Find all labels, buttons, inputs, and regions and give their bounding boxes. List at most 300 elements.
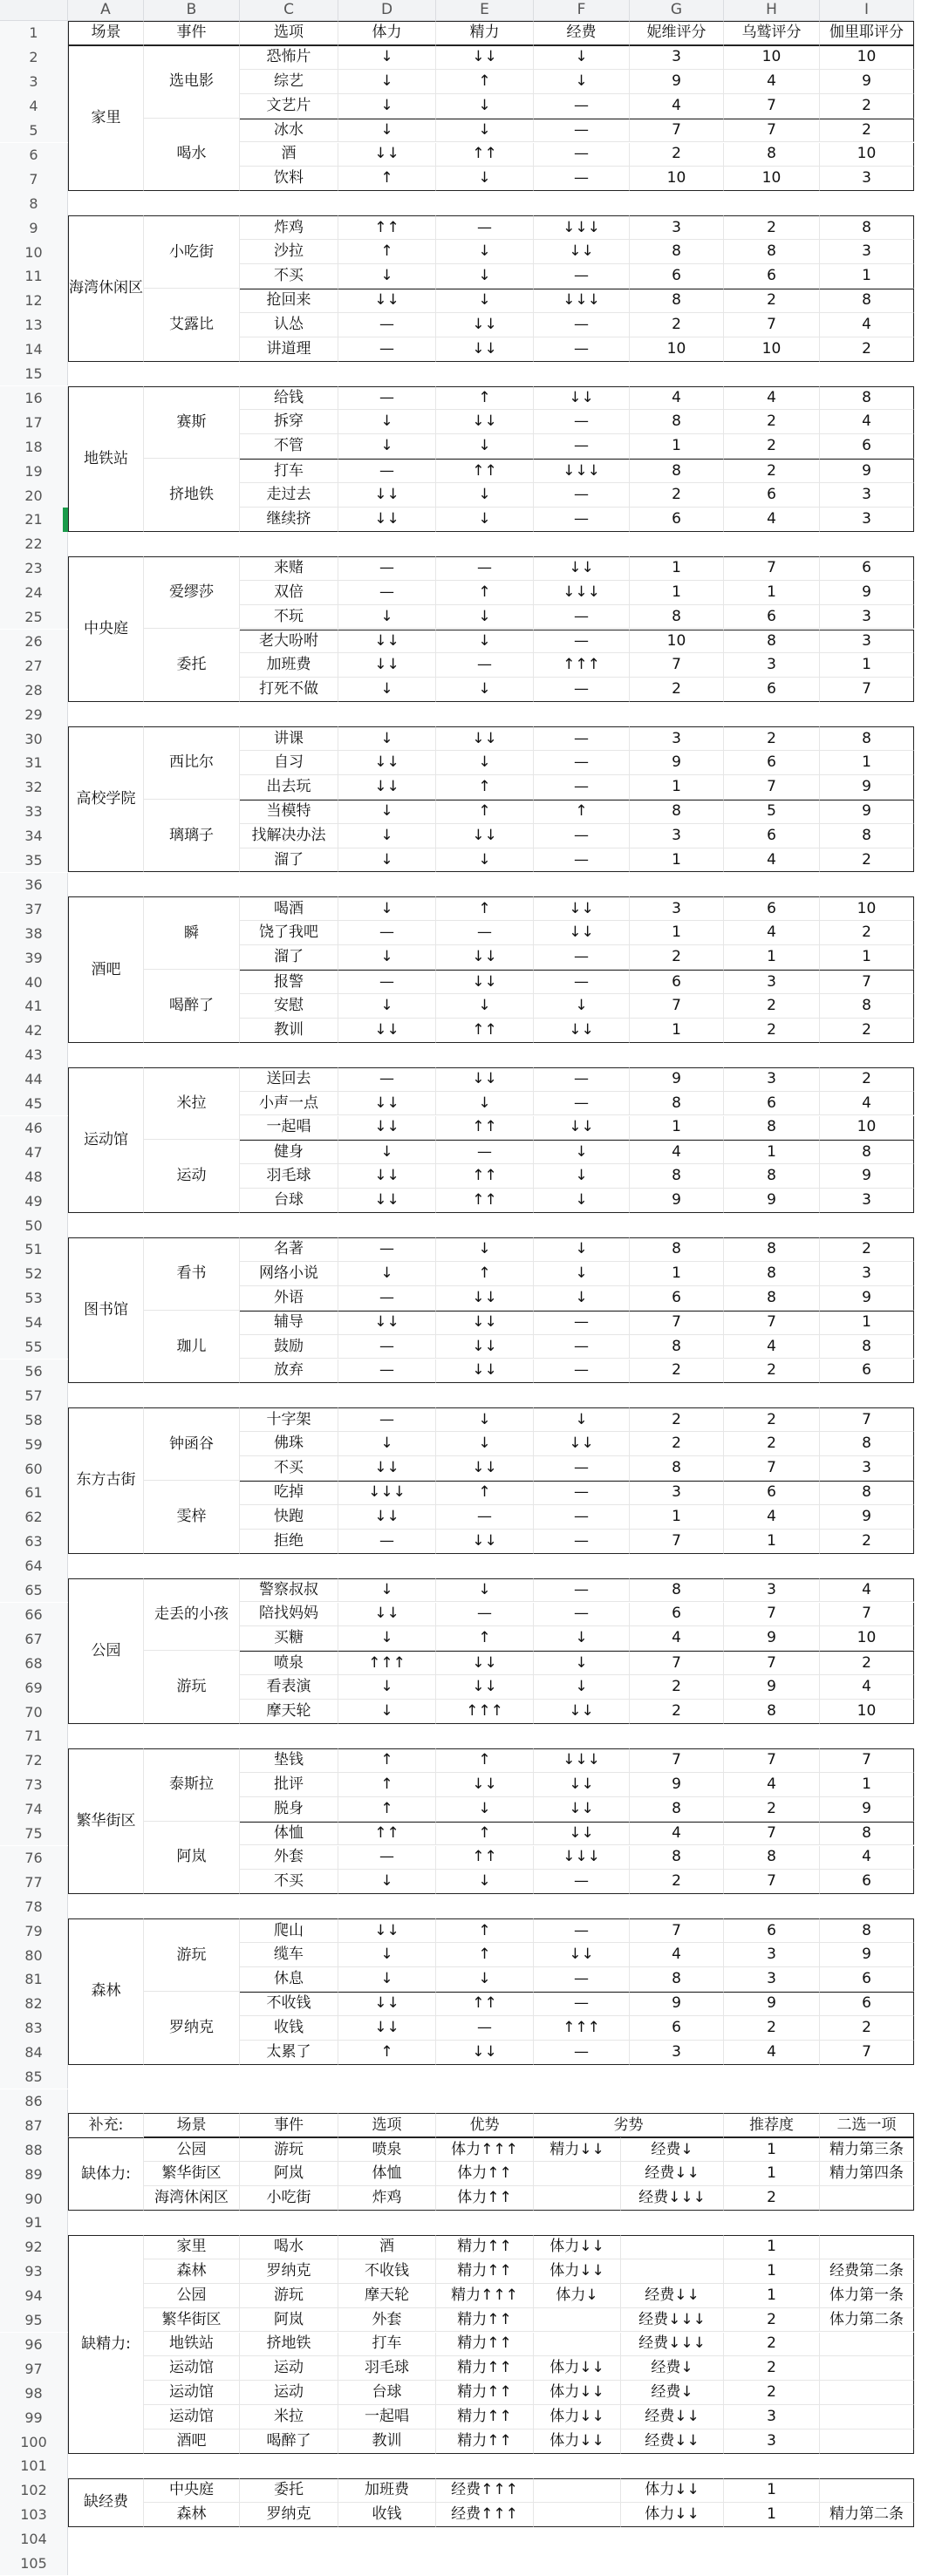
stamina-cell[interactable]: ↑↑ (338, 215, 436, 240)
row-number[interactable]: 66 (0, 1603, 68, 1627)
energy-cell[interactable]: ↓ (436, 264, 534, 289)
row-number[interactable]: 3 (0, 70, 68, 94)
funds-cell[interactable]: — (534, 313, 630, 337)
funds-cell[interactable]: — (534, 1456, 630, 1481)
galiye-score-cell[interactable]: 9 (820, 775, 914, 800)
supplement-header-cell[interactable]: 二选一项 (820, 2113, 914, 2137)
stamina-cell[interactable]: ↓↓ (338, 1189, 436, 1213)
stamina-cell[interactable]: ↑ (338, 2041, 436, 2065)
niwei-score-cell[interactable]: 8 (630, 1092, 724, 1116)
supp-disadvantage-1[interactable] (534, 2186, 621, 2211)
funds-cell[interactable]: — (534, 1603, 630, 1627)
funds-cell[interactable]: — (534, 1992, 630, 2016)
wujiu-score-cell[interactable]: 2 (724, 1797, 820, 1822)
supp-choice[interactable] (820, 2405, 914, 2429)
row-number[interactable]: 14 (0, 337, 68, 362)
wujiu-score-cell[interactable]: 4 (724, 1773, 820, 1797)
niwei-score-cell[interactable]: 7 (630, 119, 724, 143)
row-number[interactable]: 28 (0, 678, 68, 702)
scene-cell[interactable]: 地铁站 (68, 386, 144, 532)
energy-cell[interactable]: ↓↓ (436, 337, 534, 362)
row-number[interactable]: 85 (0, 2065, 68, 2089)
stamina-cell[interactable]: ↓↓↓ (338, 1481, 436, 1505)
wujiu-score-cell[interactable]: 3 (724, 1578, 820, 1603)
supp-advantage[interactable]: 精力↑↑ (436, 2308, 534, 2333)
option-cell[interactable]: 炸鸡 (240, 215, 338, 240)
energy-cell[interactable]: ↓ (436, 119, 534, 143)
option-cell[interactable]: 台球 (240, 1189, 338, 1213)
niwei-score-cell[interactable]: 10 (630, 167, 724, 191)
niwei-score-cell[interactable]: 3 (630, 726, 724, 751)
energy-cell[interactable]: ↓↓ (436, 1335, 534, 1360)
galiye-score-cell[interactable]: 2 (820, 119, 914, 143)
energy-cell[interactable]: ↓↓ (436, 824, 534, 848)
wujiu-score-cell[interactable]: 8 (724, 1116, 820, 1141)
funds-cell[interactable]: ↓ (534, 1189, 630, 1213)
galiye-score-cell[interactable]: 6 (820, 434, 914, 459)
galiye-score-cell[interactable]: 7 (820, 1407, 914, 1432)
galiye-score-cell[interactable]: 2 (820, 1530, 914, 1554)
row-number[interactable]: 44 (0, 1067, 68, 1092)
row-number[interactable]: 46 (0, 1116, 68, 1141)
supp-recommend[interactable]: 1 (724, 2503, 820, 2527)
stamina-cell[interactable]: ↓↓ (338, 1918, 436, 1943)
energy-cell[interactable]: ↑↑ (436, 1164, 534, 1189)
option-cell[interactable]: 佛珠 (240, 1432, 338, 1456)
option-cell[interactable]: 老大吩咐 (240, 630, 338, 654)
galiye-score-cell[interactable]: 8 (820, 1481, 914, 1505)
column-header-C[interactable]: C (240, 0, 338, 21)
supp-disadvantage-2[interactable]: 经费↓↓ (621, 2429, 724, 2454)
galiye-score-cell[interactable]: 4 (820, 410, 914, 434)
funds-cell[interactable]: — (534, 143, 630, 167)
supp-choice[interactable] (820, 2235, 914, 2259)
galiye-score-cell[interactable]: 4 (820, 1578, 914, 1603)
supp-event[interactable]: 喝醉了 (240, 2429, 338, 2454)
wujiu-score-cell[interactable]: 3 (724, 1067, 820, 1092)
event-cell[interactable]: 艾露比 (144, 289, 240, 362)
row-number[interactable]: 98 (0, 2381, 68, 2405)
stamina-cell[interactable]: ↓↓ (338, 630, 436, 654)
niwei-score-cell[interactable]: 2 (630, 143, 724, 167)
row-number[interactable]: 55 (0, 1335, 68, 1360)
row-number[interactable]: 83 (0, 2016, 68, 2041)
stamina-cell[interactable]: ↓ (338, 434, 436, 459)
row-number[interactable]: 61 (0, 1481, 68, 1505)
stamina-cell[interactable]: — (338, 337, 436, 362)
energy-cell[interactable]: ↓ (436, 751, 534, 775)
niwei-score-cell[interactable]: 7 (630, 1651, 724, 1675)
funds-cell[interactable]: — (534, 94, 630, 119)
energy-cell[interactable]: ↓ (436, 630, 534, 654)
stamina-cell[interactable]: ↓↓ (338, 751, 436, 775)
funds-cell[interactable]: — (534, 1870, 630, 1894)
row-number[interactable]: 69 (0, 1675, 68, 1700)
option-cell[interactable]: 十字架 (240, 1407, 338, 1432)
row-number[interactable]: 31 (0, 751, 68, 775)
supp-event[interactable]: 阿岚 (240, 2308, 338, 2333)
energy-cell[interactable]: ↑ (436, 1822, 534, 1846)
energy-cell[interactable]: ↓↓ (436, 1067, 534, 1092)
option-cell[interactable]: 给钱 (240, 386, 338, 411)
funds-cell[interactable]: ↓↓↓ (534, 581, 630, 605)
wujiu-score-cell[interactable]: 6 (724, 264, 820, 289)
select-all-corner[interactable] (0, 0, 68, 21)
supp-disadvantage-2[interactable]: 经费↓↓↓ (621, 2333, 724, 2357)
funds-cell[interactable]: ↓↓↓ (534, 1748, 630, 1773)
row-number[interactable]: 9 (0, 215, 68, 240)
stamina-cell[interactable]: ↓↓ (338, 1456, 436, 1481)
energy-cell[interactable]: ↓ (436, 289, 534, 313)
option-cell[interactable]: 不收钱 (240, 1992, 338, 2016)
energy-cell[interactable]: ↓ (436, 1237, 534, 1262)
supp-disadvantage-1[interactable]: 体力↓↓ (534, 2381, 621, 2405)
funds-cell[interactable]: — (534, 605, 630, 630)
energy-cell[interactable]: ↓ (436, 848, 534, 873)
funds-cell[interactable]: ↓↓ (534, 1432, 630, 1456)
wujiu-score-cell[interactable]: 8 (724, 1237, 820, 1262)
wujiu-score-cell[interactable]: 6 (724, 751, 820, 775)
row-number[interactable]: 35 (0, 848, 68, 873)
supp-event[interactable]: 委托 (240, 2478, 338, 2503)
wujiu-score-cell[interactable]: 6 (724, 1918, 820, 1943)
stamina-cell[interactable]: ↑↑↑ (338, 1651, 436, 1675)
supp-disadvantage-1[interactable]: 体力↓↓ (534, 2405, 621, 2429)
funds-cell[interactable]: — (534, 1360, 630, 1384)
supp-choice[interactable] (820, 2478, 914, 2503)
funds-cell[interactable]: ↓↓↓ (534, 289, 630, 313)
funds-cell[interactable]: — (534, 167, 630, 191)
funds-cell[interactable]: ↓ (534, 994, 630, 1019)
funds-cell[interactable]: — (534, 1335, 630, 1360)
option-cell[interactable]: 批评 (240, 1773, 338, 1797)
option-cell[interactable]: 沙拉 (240, 240, 338, 264)
supp-advantage[interactable]: 精力↑↑ (436, 2259, 534, 2284)
energy-cell[interactable]: ↓ (436, 1578, 534, 1603)
supp-choice[interactable] (820, 2333, 914, 2357)
supp-advantage[interactable]: 经费↑↑↑ (436, 2478, 534, 2503)
funds-cell[interactable]: — (534, 775, 630, 800)
supp-scene[interactable]: 繁华街区 (144, 2308, 240, 2333)
supp-option[interactable]: 酒 (338, 2235, 436, 2259)
supp-disadvantage-2[interactable]: 经费↓ (621, 2356, 724, 2381)
option-cell[interactable]: 认怂 (240, 313, 338, 337)
stamina-cell[interactable]: ↓ (338, 94, 436, 119)
niwei-score-cell[interactable]: 8 (630, 240, 724, 264)
row-number[interactable]: 70 (0, 1700, 68, 1724)
event-cell[interactable]: 走丢的小孩 (144, 1578, 240, 1652)
scene-cell[interactable]: 公园 (68, 1578, 144, 1724)
option-cell[interactable]: 溜了 (240, 848, 338, 873)
supp-event[interactable]: 挤地铁 (240, 2333, 338, 2357)
stamina-cell[interactable]: ↓ (338, 848, 436, 873)
supp-choice[interactable]: 精力第三条 (820, 2137, 914, 2162)
supp-disadvantage-2[interactable] (621, 2235, 724, 2259)
energy-cell[interactable]: — (436, 215, 534, 240)
wujiu-score-cell[interactable]: 4 (724, 70, 820, 94)
supp-recommend[interactable]: 3 (724, 2405, 820, 2429)
row-number[interactable]: 7 (0, 167, 68, 191)
row-number[interactable]: 71 (0, 1724, 68, 1748)
galiye-score-cell[interactable]: 6 (820, 1870, 914, 1894)
funds-cell[interactable]: — (534, 434, 630, 459)
galiye-score-cell[interactable]: 8 (820, 386, 914, 411)
row-number[interactable]: 94 (0, 2284, 68, 2308)
supplement-header-cell[interactable]: 劣势 (534, 2113, 724, 2137)
supplement-header-cell[interactable]: 推荐度 (724, 2113, 820, 2137)
funds-cell[interactable]: — (534, 945, 630, 970)
option-cell[interactable]: 来赌 (240, 556, 338, 581)
niwei-score-cell[interactable]: 1 (630, 1116, 724, 1141)
supp-scene[interactable]: 地铁站 (144, 2333, 240, 2357)
galiye-score-cell[interactable]: 9 (820, 1943, 914, 1967)
stamina-cell[interactable]: ↓ (338, 1432, 436, 1456)
row-number[interactable]: 13 (0, 313, 68, 337)
stamina-cell[interactable]: ↓↓ (338, 1092, 436, 1116)
row-number[interactable]: 8 (0, 191, 68, 215)
row-number[interactable]: 16 (0, 386, 68, 411)
wujiu-score-cell[interactable]: 7 (724, 1748, 820, 1773)
supp-disadvantage-1[interactable]: 体力↓ (534, 2284, 621, 2308)
niwei-score-cell[interactable]: 1 (630, 775, 724, 800)
stamina-cell[interactable]: — (338, 1286, 436, 1311)
supp-recommend[interactable]: 1 (724, 2235, 820, 2259)
galiye-score-cell[interactable]: 3 (820, 240, 914, 264)
galiye-score-cell[interactable]: 3 (820, 483, 914, 508)
niwei-score-cell[interactable]: 6 (630, 264, 724, 289)
wujiu-score-cell[interactable]: 7 (724, 94, 820, 119)
supp-disadvantage-2[interactable]: 经费↓↓ (621, 2405, 724, 2429)
option-cell[interactable]: 恐怖片 (240, 45, 338, 70)
scene-cell[interactable]: 中央庭 (68, 556, 144, 702)
supp-recommend[interactable]: 2 (724, 2333, 820, 2357)
option-cell[interactable]: 陪找妈妈 (240, 1603, 338, 1627)
stamina-cell[interactable]: ↑↑ (338, 1822, 436, 1846)
row-number[interactable]: 74 (0, 1797, 68, 1822)
stamina-cell[interactable]: ↓ (338, 1262, 436, 1286)
row-number[interactable]: 86 (0, 2089, 68, 2114)
supp-disadvantage-1[interactable] (534, 2308, 621, 2333)
stamina-cell[interactable]: ↓↓ (338, 143, 436, 167)
funds-cell[interactable]: — (534, 824, 630, 848)
supp-choice[interactable] (820, 2186, 914, 2211)
niwei-score-cell[interactable]: 7 (630, 1918, 724, 1943)
event-cell[interactable]: 罗纳克 (144, 1992, 240, 2065)
column-header-F[interactable]: F (534, 0, 630, 21)
galiye-score-cell[interactable]: 7 (820, 970, 914, 994)
supp-disadvantage-1[interactable] (534, 2162, 621, 2186)
option-cell[interactable]: 快跑 (240, 1505, 338, 1530)
supplement-header-cell[interactable]: 场景 (144, 2113, 240, 2137)
galiye-score-cell[interactable]: 6 (820, 1992, 914, 2016)
wujiu-score-cell[interactable]: 3 (724, 653, 820, 678)
funds-cell[interactable]: — (534, 1481, 630, 1505)
supp-option[interactable]: 打车 (338, 2333, 436, 2357)
supp-disadvantage-2[interactable]: 体力↓↓ (621, 2503, 724, 2527)
wujiu-score-cell[interactable]: 2 (724, 459, 820, 483)
table-header-cell[interactable]: 经费 (534, 21, 630, 45)
supp-recommend[interactable]: 2 (724, 2381, 820, 2405)
stamina-cell[interactable]: ↓ (338, 45, 436, 70)
scene-cell[interactable]: 繁华街区 (68, 1748, 144, 1894)
row-number[interactable]: 87 (0, 2113, 68, 2137)
column-header-E[interactable]: E (436, 0, 534, 21)
stamina-cell[interactable]: ↓ (338, 896, 436, 921)
funds-cell[interactable]: ↓ (534, 1262, 630, 1286)
galiye-score-cell[interactable]: 1 (820, 1773, 914, 1797)
supp-choice[interactable]: 体力第一条 (820, 2284, 914, 2308)
option-cell[interactable]: 拆穿 (240, 410, 338, 434)
funds-cell[interactable]: ↓↓ (534, 1797, 630, 1822)
stamina-cell[interactable]: ↓ (338, 1578, 436, 1603)
galiye-score-cell[interactable]: 10 (820, 1116, 914, 1141)
option-cell[interactable]: 拒绝 (240, 1530, 338, 1554)
row-number[interactable]: 96 (0, 2333, 68, 2357)
event-cell[interactable]: 阿岚 (144, 1822, 240, 1895)
stamina-cell[interactable]: ↓↓ (338, 1116, 436, 1141)
option-cell[interactable]: 讲课 (240, 726, 338, 751)
energy-cell[interactable]: — (436, 1140, 534, 1164)
supp-advantage[interactable]: 精力↑↑ (436, 2381, 534, 2405)
row-number[interactable]: 67 (0, 1626, 68, 1651)
stamina-cell[interactable]: ↓↓ (338, 289, 436, 313)
niwei-score-cell[interactable]: 1 (630, 434, 724, 459)
funds-cell[interactable]: ↓↓↓ (534, 215, 630, 240)
wujiu-score-cell[interactable]: 8 (724, 143, 820, 167)
galiye-score-cell[interactable]: 6 (820, 1967, 914, 1992)
niwei-score-cell[interactable]: 7 (630, 1530, 724, 1554)
galiye-score-cell[interactable]: 8 (820, 215, 914, 240)
option-cell[interactable]: 双倍 (240, 581, 338, 605)
wujiu-score-cell[interactable]: 4 (724, 1505, 820, 1530)
stamina-cell[interactable]: — (338, 970, 436, 994)
energy-cell[interactable]: — (436, 2016, 534, 2041)
niwei-score-cell[interactable]: 3 (630, 2041, 724, 2065)
niwei-score-cell[interactable]: 8 (630, 459, 724, 483)
niwei-score-cell[interactable]: 4 (630, 386, 724, 411)
wujiu-score-cell[interactable]: 8 (724, 630, 820, 654)
stamina-cell[interactable]: ↓ (338, 824, 436, 848)
energy-cell[interactable]: — (436, 556, 534, 581)
niwei-score-cell[interactable]: 1 (630, 848, 724, 873)
row-number[interactable]: 88 (0, 2137, 68, 2162)
niwei-score-cell[interactable]: 8 (630, 605, 724, 630)
row-number[interactable]: 72 (0, 1748, 68, 1773)
supp-advantage[interactable]: 体力↑↑↑ (436, 2137, 534, 2162)
event-cell[interactable]: 游玩 (144, 1918, 240, 1992)
galiye-score-cell[interactable]: 3 (820, 1189, 914, 1213)
niwei-score-cell[interactable]: 8 (630, 1846, 724, 1871)
row-number[interactable]: 101 (0, 2454, 68, 2478)
energy-cell[interactable]: — (436, 653, 534, 678)
niwei-score-cell[interactable]: 9 (630, 1067, 724, 1092)
supp-disadvantage-2[interactable]: 经费↓ (621, 2381, 724, 2405)
option-cell[interactable]: 小声一点 (240, 1092, 338, 1116)
energy-cell[interactable]: ↓↓ (436, 45, 534, 70)
supp-event[interactable]: 阿岚 (240, 2162, 338, 2186)
row-number[interactable]: 95 (0, 2308, 68, 2333)
stamina-cell[interactable]: — (338, 1360, 436, 1384)
niwei-score-cell[interactable]: 6 (630, 1286, 724, 1311)
energy-cell[interactable]: ↑↑ (436, 1992, 534, 2016)
niwei-score-cell[interactable]: 6 (630, 508, 724, 532)
wujiu-score-cell[interactable]: 7 (724, 1870, 820, 1894)
wujiu-score-cell[interactable]: 9 (724, 1626, 820, 1651)
galiye-score-cell[interactable]: 8 (820, 1140, 914, 1164)
niwei-score-cell[interactable]: 2 (630, 1432, 724, 1456)
supp-option[interactable]: 羽毛球 (338, 2356, 436, 2381)
stamina-cell[interactable]: ↓ (338, 1967, 436, 1992)
stamina-cell[interactable]: ↓ (338, 994, 436, 1019)
stamina-cell[interactable]: ↑ (338, 240, 436, 264)
supplement-group-cell[interactable]: 缺经费 (68, 2478, 144, 2527)
option-cell[interactable]: 讲道理 (240, 337, 338, 362)
row-number[interactable]: 27 (0, 653, 68, 678)
niwei-score-cell[interactable]: 8 (630, 1237, 724, 1262)
niwei-score-cell[interactable]: 1 (630, 1019, 724, 1043)
wujiu-score-cell[interactable]: 6 (724, 1481, 820, 1505)
wujiu-score-cell[interactable]: 4 (724, 1335, 820, 1360)
energy-cell[interactable]: ↑↑ (436, 1189, 534, 1213)
stamina-cell[interactable]: — (338, 1407, 436, 1432)
funds-cell[interactable]: — (534, 264, 630, 289)
row-number[interactable]: 75 (0, 1822, 68, 1846)
funds-cell[interactable]: ↓↓ (534, 1019, 630, 1043)
option-cell[interactable]: 吃掉 (240, 1481, 338, 1505)
supp-advantage[interactable]: 精力↑↑ (436, 2235, 534, 2259)
stamina-cell[interactable]: — (338, 1530, 436, 1554)
galiye-score-cell[interactable]: 4 (820, 313, 914, 337)
galiye-score-cell[interactable]: 1 (820, 751, 914, 775)
wujiu-score-cell[interactable]: 4 (724, 921, 820, 945)
niwei-score-cell[interactable]: 3 (630, 1481, 724, 1505)
stamina-cell[interactable]: ↓ (338, 1870, 436, 1894)
supp-choice[interactable]: 体力第二条 (820, 2308, 914, 2333)
event-cell[interactable]: 选电影 (144, 45, 240, 119)
stamina-cell[interactable]: ↓ (338, 1140, 436, 1164)
supp-event[interactable]: 运动 (240, 2381, 338, 2405)
funds-cell[interactable]: ↓ (534, 1140, 630, 1164)
galiye-score-cell[interactable]: 2 (820, 94, 914, 119)
galiye-score-cell[interactable]: 1 (820, 264, 914, 289)
wujiu-score-cell[interactable]: 7 (724, 1456, 820, 1481)
option-cell[interactable]: 名著 (240, 1237, 338, 1262)
energy-cell[interactable]: ↑ (436, 386, 534, 411)
stamina-cell[interactable]: ↓ (338, 726, 436, 751)
row-number[interactable]: 19 (0, 459, 68, 483)
niwei-score-cell[interactable]: 2 (630, 1407, 724, 1432)
row-number[interactable]: 10 (0, 240, 68, 264)
galiye-score-cell[interactable]: 8 (820, 1822, 914, 1846)
funds-cell[interactable]: ↓↓ (534, 1116, 630, 1141)
galiye-score-cell[interactable]: 8 (820, 726, 914, 751)
supp-event[interactable]: 米拉 (240, 2405, 338, 2429)
stamina-cell[interactable]: ↓↓ (338, 2016, 436, 2041)
event-cell[interactable]: 游玩 (144, 1651, 240, 1724)
energy-cell[interactable]: ↑ (436, 1262, 534, 1286)
galiye-score-cell[interactable]: 8 (820, 289, 914, 313)
supp-event[interactable]: 喝水 (240, 2235, 338, 2259)
event-cell[interactable]: 雯梓 (144, 1481, 240, 1554)
supp-recommend[interactable]: 1 (724, 2259, 820, 2284)
row-number[interactable]: 79 (0, 1918, 68, 1943)
galiye-score-cell[interactable]: 10 (820, 896, 914, 921)
energy-cell[interactable]: ↓ (436, 1092, 534, 1116)
scene-cell[interactable]: 运动馆 (68, 1067, 144, 1213)
scene-cell[interactable]: 海湾休闲区 (68, 215, 144, 361)
row-number[interactable]: 99 (0, 2405, 68, 2429)
option-cell[interactable]: 出去玩 (240, 775, 338, 800)
